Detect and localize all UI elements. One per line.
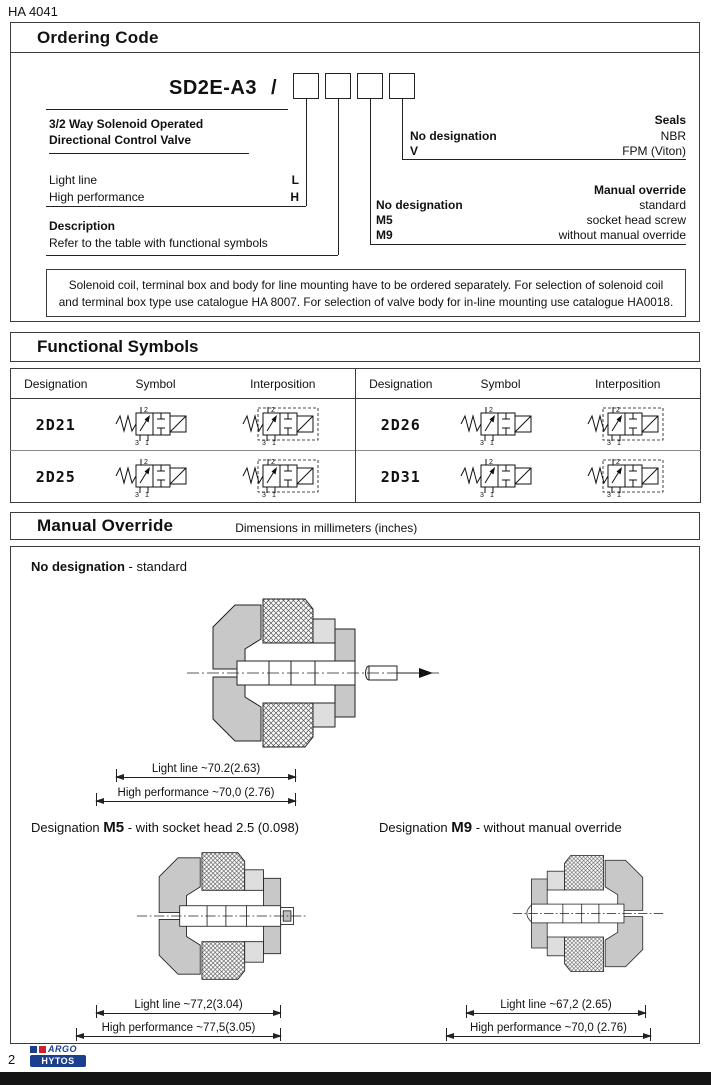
description-text: Refer to the table with functional symbols <box>49 236 268 250</box>
connector-line <box>46 109 288 110</box>
doc-code: HA 4041 <box>8 4 58 19</box>
svg-text:1: 1 <box>271 491 276 499</box>
interposition-symbol <box>211 451 356 503</box>
dimension-high-performance: High performance ~70,0 (2.76) <box>96 787 296 802</box>
dimension-light-line: Light line ~70.2(2.63) <box>116 763 296 778</box>
connector-line <box>46 206 306 207</box>
svg-text:2: 2 <box>143 458 148 466</box>
svg-text:2: 2 <box>488 406 493 414</box>
col-interposition: Interposition <box>211 369 356 399</box>
functional-symbols-title: Functional Symbols <box>37 337 199 356</box>
svg-text:1: 1 <box>616 491 621 499</box>
interposition-symbol <box>556 451 701 503</box>
order-code-box-3 <box>357 73 383 99</box>
connector-line <box>402 159 686 160</box>
valve-symbol <box>101 399 211 451</box>
col-symbol: Symbol <box>446 369 556 399</box>
col-symbol: Symbol <box>101 369 211 399</box>
footer-bar <box>0 1072 711 1085</box>
connector-line <box>402 99 403 159</box>
manual-override-title: Manual override <box>593 183 686 197</box>
seals-option-row: V FPM (Viton) <box>410 144 686 158</box>
svg-text:3: 3 <box>134 491 139 499</box>
svg-text:2: 2 <box>270 458 275 466</box>
model-slash: / <box>271 77 277 99</box>
dimensions-note: Dimensions in millimeters (inches) <box>235 520 418 535</box>
manual-override-header <box>10 512 700 540</box>
svg-text:1: 1 <box>616 439 621 447</box>
dimension-high-performance: High performance ~77,5(3.05) <box>76 1022 281 1037</box>
override-option-row: No designation standard <box>376 198 686 212</box>
svg-text:3: 3 <box>261 439 266 447</box>
ordering-code-title: Ordering Code <box>11 23 699 53</box>
table-row <box>11 451 701 503</box>
functional-symbols-table <box>10 368 701 503</box>
connector-line <box>370 244 686 245</box>
svg-text:2: 2 <box>615 458 620 466</box>
svg-text:2: 2 <box>488 458 493 466</box>
svg-text:2: 2 <box>615 406 620 414</box>
connector-line <box>46 255 338 256</box>
description-label: Description <box>49 219 116 233</box>
svg-text:3: 3 <box>606 491 611 499</box>
valve-type-label: 3/2 Way Solenoid Operated Directional Control Valve <box>49 117 249 154</box>
svg-text:1: 1 <box>271 439 276 447</box>
figure-label-m9: Designation M9 - without manual override <box>379 819 622 836</box>
connector-line <box>306 99 307 206</box>
svg-text:3: 3 <box>134 439 139 447</box>
model-code: SD2E-A3 <box>169 77 257 99</box>
light-line-code: L <box>291 173 299 187</box>
connector-line <box>338 99 339 255</box>
designation-2d25: 2D25 <box>11 451 101 503</box>
svg-text:1: 1 <box>489 491 494 499</box>
dimension-high-performance: High performance ~70,0 (2.76) <box>446 1022 651 1037</box>
connector-line <box>370 99 371 244</box>
seals-title: Seals <box>654 113 686 127</box>
high-performance-code: H <box>290 190 299 204</box>
manual-override-body <box>10 546 700 1044</box>
argo-hytos-logo <box>30 1044 86 1067</box>
ordering-note: Solenoid coil, terminal box and body for line mounting have to be ordered separately. For selection of solenoid coil and terminal box type use catalogue HA 8007. For selection of valve body for in-line mounting use catalogue HA0018. <box>46 269 686 317</box>
svg-text:1: 1 <box>144 439 149 447</box>
page-number: 2 <box>8 1052 16 1067</box>
drawing-m5 <box>123 839 363 998</box>
light-line-label: Light line <box>49 173 98 187</box>
logo-blue-square <box>30 1046 37 1053</box>
svg-text:1: 1 <box>144 491 149 499</box>
svg-text:3: 3 <box>261 491 266 499</box>
designation-2d31: 2D31 <box>356 451 446 503</box>
svg-text:3: 3 <box>479 439 484 447</box>
functional-symbols-header <box>10 332 700 362</box>
valve-symbol <box>446 451 556 503</box>
svg-text:1: 1 <box>489 439 494 447</box>
dimension-light-line: Light line ~67,2 (2.65) <box>466 999 646 1014</box>
figure-label-m5: Designation M5 - with socket head 2.5 (0.098) <box>31 819 299 836</box>
order-code-box-2 <box>325 73 351 99</box>
seals-option-row: No designation NBR <box>410 129 686 143</box>
ordering-code-section <box>10 22 700 322</box>
interposition-symbol <box>211 399 356 451</box>
valve-symbol <box>446 399 556 451</box>
figure-label-standard: No designation - standard <box>31 559 188 574</box>
override-option-row: M5 socket head screw <box>376 213 686 227</box>
col-designation: Designation <box>11 369 101 399</box>
override-option-row: M9 without manual override <box>376 228 686 242</box>
svg-text:3: 3 <box>606 439 611 447</box>
interposition-symbol <box>556 399 701 451</box>
dimension-light-line: Light line ~77,2(3.04) <box>96 999 281 1014</box>
drawing-m9 <box>456 843 676 989</box>
col-interposition: Interposition <box>556 369 701 399</box>
col-designation: Designation <box>356 369 446 399</box>
valve-symbol <box>101 451 211 503</box>
designation-2d26: 2D26 <box>356 399 446 451</box>
ordering-code-diagram <box>11 53 699 325</box>
table-header-row <box>11 369 701 399</box>
table-row <box>11 399 701 451</box>
svg-text:2: 2 <box>270 406 275 414</box>
drawing-standard <box>171 583 451 768</box>
designation-2d21: 2D21 <box>11 399 101 451</box>
order-code-box-4 <box>389 73 415 99</box>
logo-text-hytos: HYTOS <box>30 1055 86 1067</box>
logo-red-square <box>39 1046 46 1053</box>
manual-override-section-title: Manual Override <box>37 516 174 535</box>
logo-text-argo: ARGO <box>48 1044 77 1054</box>
high-performance-label: High performance <box>49 190 145 204</box>
order-code-box-1 <box>293 73 319 99</box>
svg-text:3: 3 <box>479 491 484 499</box>
svg-text:2: 2 <box>143 406 148 414</box>
